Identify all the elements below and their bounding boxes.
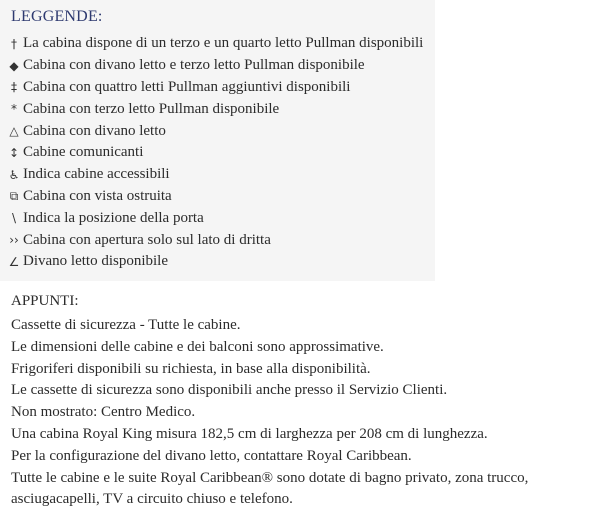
note-line: Le dimensioni delle cabine e dei balconi sono approssimative. xyxy=(11,338,384,355)
legend-item xyxy=(7,186,423,208)
legend-item-label: La cabina dispone di un terzo e un quarto letto Pullman disponibili xyxy=(23,35,424,52)
double-dagger-icon: ‡ xyxy=(11,80,17,95)
legend-item xyxy=(7,120,423,142)
legend-item xyxy=(7,251,423,273)
legend-item xyxy=(7,33,423,55)
note-line: Cassette di sicurezza - Tutte le cabine. xyxy=(11,317,241,333)
notes-title: APPUNTI: xyxy=(11,293,79,309)
legend-item-label: Cabina con vista ostruita xyxy=(23,187,172,204)
double-chevron-icon: ›› xyxy=(9,233,19,248)
legend-item xyxy=(7,229,423,251)
legend-item-label: Cabina con divano letto xyxy=(23,122,166,139)
legend-panel xyxy=(0,0,435,281)
legend-item xyxy=(7,98,423,120)
legend-item-label: Divano letto disponibile xyxy=(23,253,168,270)
note-line: Frigoriferi disponibili su richiesta, in base alla disponibilità. xyxy=(11,360,371,377)
obstructed-view-icon: ⧉ xyxy=(9,188,19,203)
legend-item-label: Cabina con terzo letto Pullman disponibile xyxy=(23,100,280,117)
legend-item xyxy=(7,142,423,164)
up-down-arrow-icon: ↕ xyxy=(8,145,20,160)
asterisk-icon: * xyxy=(11,102,17,117)
note-line: Le cassette di sicurezza sono disponibili anche presso il Servizio Clienti. xyxy=(11,382,448,399)
note-line: Per la configurazione del divano letto, contattare Royal Caribbean. xyxy=(11,447,412,464)
legend-item-label: Indica la posizione della porta xyxy=(23,209,204,226)
legend-list xyxy=(7,33,423,273)
angle-icon: ∠ xyxy=(8,254,20,269)
note-line: Tutte le cabine e le suite Royal Caribbean® sono dotate di bagno privato, zona trucco, xyxy=(11,469,529,486)
note-line: Non mostrato: Centro Medico. xyxy=(11,404,196,421)
legend-item xyxy=(7,77,423,99)
legend-item-label: Indica cabine accessibili xyxy=(23,166,170,183)
door-slash-icon: \ xyxy=(11,211,17,226)
legend-item xyxy=(7,164,423,186)
legend-item-label: Cabina con quattro letti Pullman aggiuntivi disponibili xyxy=(23,78,351,95)
notes-list xyxy=(11,315,591,511)
legend-item-label: Cabina con apertura solo sul lato di dritta xyxy=(23,231,271,248)
wheelchair-icon: ♿ xyxy=(8,167,20,182)
legend-item xyxy=(7,207,423,229)
dagger-icon: † xyxy=(11,36,17,51)
legend-item-label: Cabina con divano letto e terzo letto Pullman disponibile xyxy=(23,57,365,74)
triangle-icon: △ xyxy=(9,124,19,139)
note-line: asciugacapelli, TV a circuito chiuso e telefono. xyxy=(11,491,293,508)
legend-item xyxy=(7,55,423,77)
legend-item-label: Cabine comunicanti xyxy=(23,144,144,161)
diamond-icon: ◆ xyxy=(9,58,19,73)
legend-title: LEGGENDE: xyxy=(11,8,103,25)
note-line: Una cabina Royal King misura 182,5 cm di larghezza per 208 cm di lunghezza. xyxy=(11,425,488,442)
